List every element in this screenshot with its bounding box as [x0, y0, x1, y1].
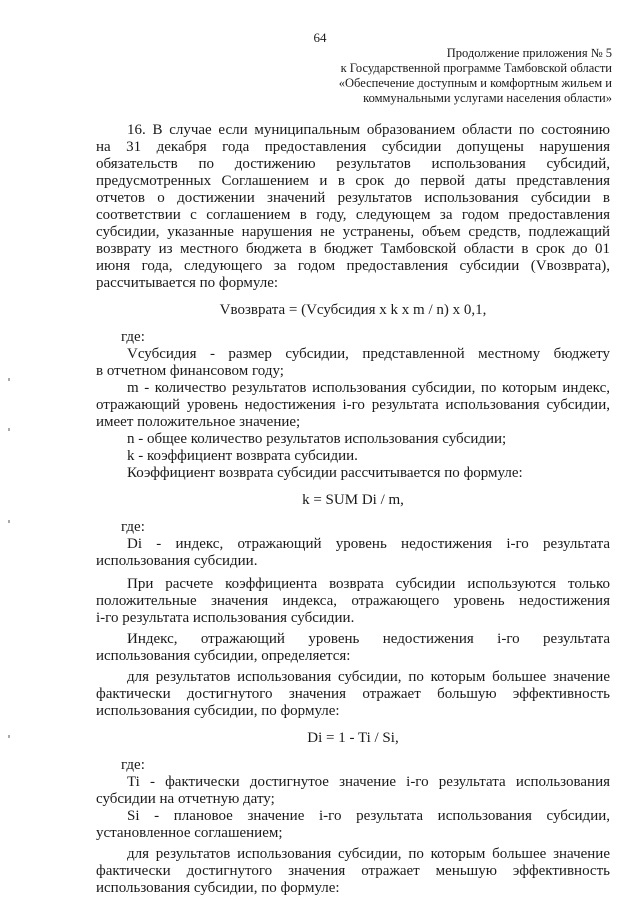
text-line: предусмотренных Соглашением и в срок до первой даты представления — [96, 173, 610, 189]
text-line: использования субсидии, определяется: — [96, 648, 351, 664]
text-line: k - коэффициент возврата субсидии. — [127, 448, 358, 464]
formula-k: k = SUM Di / m, — [302, 492, 404, 508]
text-line: n - общее количество результатов использования субсидии; — [127, 431, 507, 447]
text-line: фактически достигнутого значения отражает меньшую эффективность — [96, 863, 610, 879]
header-line: коммунальными услугами населения области» — [363, 91, 612, 105]
page-number: 64 — [313, 30, 327, 45]
formula-di: Di = 1 - Ti / Si, — [307, 730, 399, 746]
text-line: на 31 декабря года предоставления субсидии допущены нарушения — [96, 139, 610, 155]
header-line: «Обеспечение доступным и комфортным жильем и — [338, 76, 612, 90]
formula-v-return: Vвозврата = (Vсубсидия x k x m / n) x 0,1, — [219, 302, 487, 318]
text-line: для результатов использования субсидии, по которым большее значение — [127, 846, 610, 862]
text-line: обязательств по достижению результатов использования субсидий, — [96, 156, 610, 172]
appendix-header — [252, 46, 612, 106]
text-line: субсидии, указанные нарушения не устранены, объем средств, подлежащий — [96, 224, 610, 240]
text-line: субсидии на отчетную дату; — [96, 791, 275, 807]
scan-mark — [8, 378, 10, 381]
header-line: Продолжение приложения № 5 — [446, 46, 612, 60]
text-line: использования субсидии, по формуле: — [96, 880, 340, 896]
text-line: возврату из местного бюджета в бюджет Тамбовской области в срок до 01 — [96, 241, 610, 257]
text-line: использования субсидии. — [96, 553, 258, 569]
text-line: фактически достигнутого значения отражает большую эффективность — [96, 686, 610, 702]
text-line: для результатов использования субсидии, по которым большее значение — [127, 669, 610, 685]
text-line: Ti - фактически достигнутое значение i-го результата использования — [127, 774, 610, 790]
text-line: При расчете коэффициента возврата субсидии используются только — [127, 576, 610, 592]
text-line: Индекс, отражающий уровень недостижения i-го результата — [127, 631, 610, 647]
text-line: Di - индекс, отражающий уровень недостижения i-го результата — [127, 536, 610, 552]
text-line: июня года, следующего за годом предоставления субсидии (Vвозврата), — [96, 258, 610, 274]
where-label: где: — [121, 519, 145, 535]
text-line: установленное соглашением; — [96, 825, 283, 841]
where-label: где: — [121, 329, 145, 345]
text-line: m - количество результатов использования субсидии, по которым индекс, — [127, 380, 610, 396]
document-body — [96, 122, 610, 897]
text-line: соответствии с соглашением в году, следующем за годом предоставления — [96, 207, 610, 223]
text-line: положительные значения индекса, отражающего уровень недостижения — [96, 593, 610, 609]
scan-mark — [8, 735, 10, 738]
paragraph-16 — [96, 122, 610, 292]
where-label: где: — [121, 757, 145, 773]
text-line: отражающий уровень недостижения i-го результата использования субсидии, — [96, 397, 610, 413]
text-line: использования субсидии, по формуле: — [96, 703, 340, 719]
scan-mark — [8, 520, 10, 523]
text-line: i-го результата использования субсидии. — [96, 610, 355, 626]
text-line: Si - плановое значение i-го результата использования субсидии, — [127, 808, 610, 824]
text-line: рассчитывается по формуле: — [96, 275, 279, 291]
text-line: Vсубсидия - размер субсидии, представленной местному бюджету — [127, 346, 610, 362]
text-line: в отчетном финансовом году; — [96, 363, 284, 379]
text-line: Коэффициент возврата субсидии рассчитывается по формуле: — [127, 465, 523, 481]
header-line: к Государственной программе Тамбовской области — [340, 61, 612, 75]
text-line: отчетов о достижении значений результатов использования субсидии в — [96, 190, 610, 206]
text-line: 16. В случае если муниципальным образованием области по состоянию — [127, 122, 610, 138]
text-line: имеет положительное значение; — [96, 414, 301, 430]
scan-mark — [8, 428, 10, 431]
